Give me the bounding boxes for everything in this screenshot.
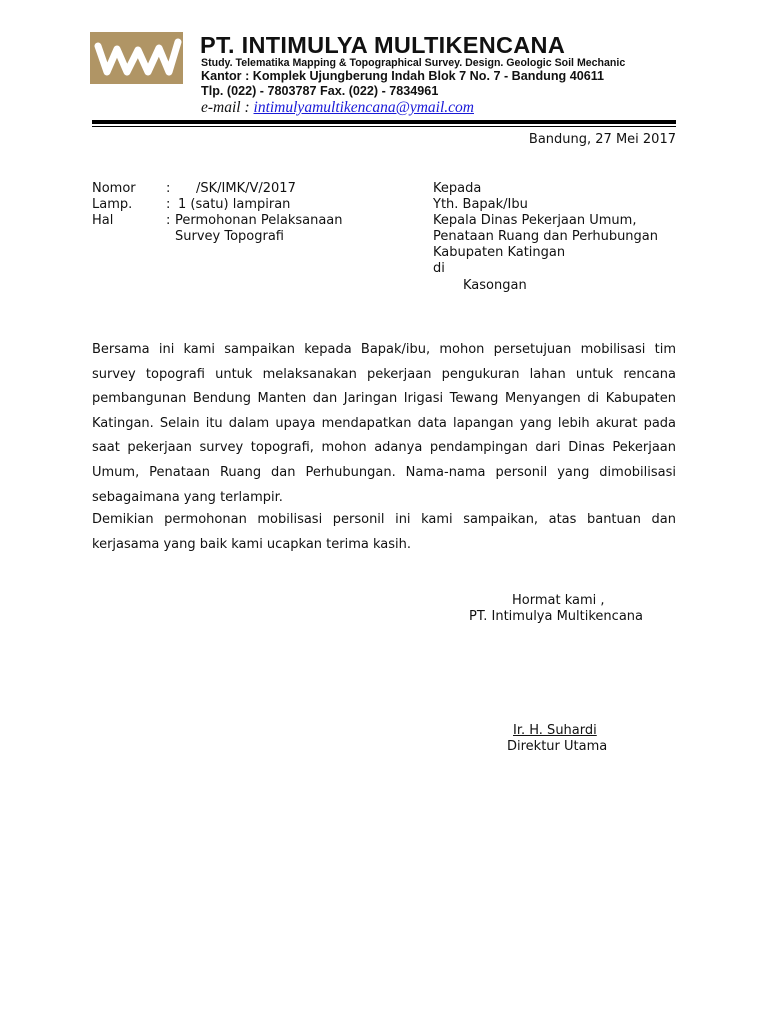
closing-company: PT. Intimulya Multikencana [469,609,643,624]
recipient-line3: Kepala Dinas Pekerjaan Umum, [433,213,637,228]
signer-name: Ir. H. Suhardi [513,723,597,738]
company-logo-mark [90,32,183,84]
lamp-label: Lamp. [92,197,133,212]
nomor-label: Nomor [92,181,136,196]
body-paragraph-2: Demikian permohonan mobilisasi personil ini kami sampaikan, atas bantuan dan kerjasama yang baik kami ucapkan terima kasih. [92,512,676,552]
letter-date: Bandung, 27 Mei 2017 [528,132,676,147]
hal-colon: : [166,213,171,228]
company-name: PT. INTIMULYA MULTIKENCANA [200,32,566,58]
recipient-line7: Kasongan [463,278,527,293]
recipient-line6: di [433,261,445,276]
lamp-colon: : [166,197,171,212]
header-rule-thin [92,126,676,127]
hal-value-line2: Survey Topografi [175,229,284,244]
hal-value-line1: Permohonan Pelaksanaan [175,213,343,228]
lamp-value: 1 (satu) lampiran [178,197,291,212]
signer-title: Direktur Utama [507,739,608,754]
body-paragraph-1: Bersama ini kami sampaikan kepada Bapak/ibu, mohon persetujuan mobilisasi tim survey topografi untuk melaksanakan pekerjaan pengukuran lahan untuk rencana pembangunan Bendung Manten dan Jaringan Irigasi Tewang Menyangen di Kabupaten Katingan. Selain itu dalam upaya mendapatkan data lapangan yang lebih akurat pada saat pekerjaan survey topografi, mohon adanya pendampingan dari Dinas Pekerjaan Umum, Penataan Ruang dan Perhubungan. Nama-nama personil yang dimobilisasi sebagaimana yang terlampir. [92,342,676,505]
nomor-value: /SK/IMK/V/2017 [196,181,296,196]
company-email-line [201,99,474,117]
recipient-line1: Kepada [433,181,482,196]
email-label: e-mail : [201,99,254,116]
header-rule-thick [92,120,676,124]
recipient-line5: Kabupaten Katingan [433,245,566,260]
company-logo [90,32,183,84]
recipient-line4: Penataan Ruang dan Perhubungan [433,229,659,244]
closing-salutation: Hormat kami , [512,593,605,608]
company-phone: Tlp. (022) - 7803787 Fax. (022) - 7834961 [201,84,439,98]
recipient-line2: Yth. Bapak/Ibu [433,197,528,212]
nomor-colon: : [166,181,171,196]
hal-label: Hal [92,213,114,228]
company-address: Kantor : Komplek Ujungberung Indah Blok 7 No. 7 - Bandung 40611 [201,69,605,83]
company-services: Study. Telematika Mapping & Topographical Survey. Design. Geologic Soil Mechanic [201,57,626,69]
email-link[interactable]: intimulyamultikencana@ymail.com [253,99,474,116]
